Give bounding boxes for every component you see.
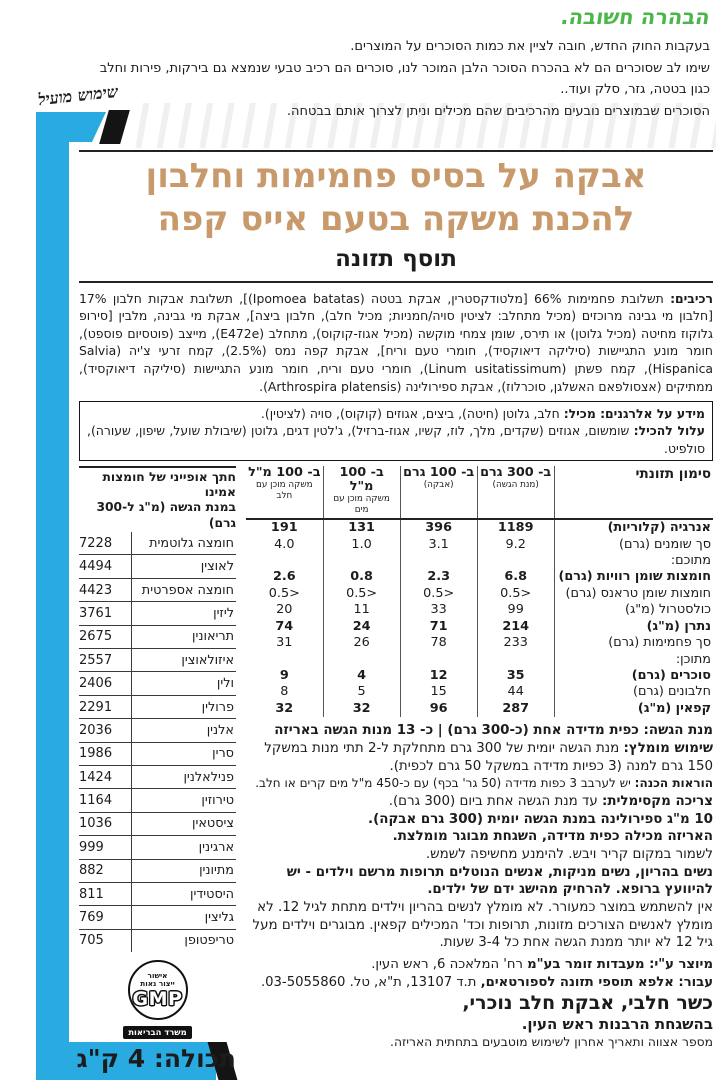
allergen-contains-lead: מידע על אלרגנים: מכיל: bbox=[563, 406, 705, 422]
nutrition-value-100g: 0.5> bbox=[400, 586, 477, 602]
nutrition-value-100g: 12 bbox=[400, 668, 477, 684]
amino-name: ארגינין bbox=[198, 839, 234, 855]
nutrition-row bbox=[246, 519, 713, 536]
amino-row bbox=[79, 860, 236, 883]
frame-left-bar bbox=[36, 112, 69, 1080]
amino-value: 2675 bbox=[79, 626, 132, 648]
nutrition-header-100g: ב- 100 גרם (אבקה) bbox=[400, 466, 477, 520]
usage-note-line bbox=[246, 722, 713, 740]
amino-value: 2036 bbox=[79, 719, 132, 741]
nutrition-value-100ml-milk: 74 bbox=[275, 618, 294, 634]
allergen-may-contain-line bbox=[87, 422, 705, 456]
usage-note-text: לשמור במקום קריר ויבש. להימנע מחשיפה לשמש. bbox=[425, 846, 713, 862]
nutrition-header-label: סימון תזונתי bbox=[554, 466, 713, 520]
nutrition-row-label: כולסטרול (מ"ג) bbox=[554, 602, 713, 618]
amino-name: היסטידין bbox=[189, 886, 234, 902]
amino-name: חומצה אספרטית bbox=[141, 582, 234, 598]
amino-title-line1: חתך אופייני של חומצות אמינו bbox=[102, 469, 236, 499]
lower-columns bbox=[76, 464, 713, 1074]
amino-value: 811 bbox=[79, 883, 132, 905]
amino-value: 769 bbox=[79, 906, 132, 928]
nutrition-row-label: סך פחמימות (גרם) bbox=[554, 635, 713, 651]
nutrition-row-label: חומצות שומן רוויות (גרם) bbox=[554, 569, 713, 585]
gmp-approval-text-2: ייצור נאות bbox=[140, 979, 175, 989]
nutrition-row bbox=[246, 635, 713, 651]
nutrition-row bbox=[246, 701, 713, 717]
nutrition-value-100g: 33 bbox=[400, 602, 477, 618]
usage-note-line bbox=[246, 811, 713, 829]
allergen-box bbox=[79, 401, 713, 460]
usage-note-lead: הוראות הכנה: bbox=[634, 776, 713, 791]
usage-note-lead: האריזה מכילה כפית מדידה, השגחת מבוגר מומלצת. bbox=[392, 829, 713, 845]
nutrition-value-300g: 214 bbox=[477, 619, 554, 635]
nutrition-value-100ml-milk: 0.5> bbox=[268, 585, 300, 601]
usage-note-line bbox=[246, 828, 713, 846]
distributor-lead: עבור: אלפא תוספי תזונה לספורטאים, bbox=[480, 974, 713, 990]
amino-value: 4423 bbox=[79, 579, 132, 601]
usage-note-lead: שימוש מומלץ: bbox=[623, 740, 713, 756]
nutrition-row bbox=[246, 602, 713, 618]
nutrition-value-100g: 2.3 bbox=[400, 569, 477, 585]
nutrition-value-100ml-water: 24 bbox=[323, 619, 400, 635]
amino-value: 1424 bbox=[79, 766, 132, 788]
product-title-line2: להכנת משקה בטעם אייס קפה bbox=[157, 198, 635, 239]
amino-row bbox=[79, 836, 236, 859]
gmp-badge bbox=[79, 960, 236, 1039]
nutrition-value-100ml-milk: 9 bbox=[279, 667, 289, 683]
amino-name: סרין bbox=[212, 746, 234, 762]
amino-row bbox=[79, 719, 236, 742]
usage-note-line bbox=[246, 793, 713, 811]
gmp-letters: GMP bbox=[132, 987, 183, 1010]
nutrition-value-100ml-water: 0.8 bbox=[323, 569, 400, 585]
nutrition-value-300g: 0.5> bbox=[477, 586, 554, 602]
amino-name: איזולאוצין bbox=[181, 652, 234, 668]
nutrition-value-100ml-water: 4 bbox=[323, 668, 400, 684]
amino-acids-table bbox=[79, 466, 236, 952]
amino-row bbox=[79, 555, 236, 578]
nutrition-row bbox=[246, 569, 713, 585]
nutrition-value-300g: 6.8 bbox=[477, 569, 554, 585]
clarification-lines bbox=[0, 36, 710, 122]
amino-name: טריפטופן bbox=[184, 933, 234, 949]
amino-row bbox=[79, 579, 236, 602]
nutrition-value-100ml-milk: 31 bbox=[276, 635, 293, 651]
nutrition-value-100ml-water: 1.0 bbox=[323, 537, 400, 553]
amino-value: 1164 bbox=[79, 789, 132, 811]
amino-value: 2291 bbox=[79, 696, 132, 718]
nutrition-column bbox=[246, 466, 713, 1049]
amino-row bbox=[79, 883, 236, 906]
amino-name: פנילאלנין bbox=[183, 769, 234, 785]
amino-name: ליזין bbox=[213, 605, 234, 621]
divider-rule-top bbox=[79, 150, 713, 152]
product-title-line1: אבקה על בסיס פחמימות וחלבון bbox=[145, 156, 647, 196]
nutrition-row-label: סוכרים (גרם) bbox=[554, 668, 713, 684]
nutrition-value-100ml-water: 26 bbox=[323, 635, 400, 651]
gmp-approval-text-1: אישור bbox=[147, 970, 168, 980]
amino-value: 705 bbox=[79, 930, 132, 952]
clarification-block bbox=[0, 5, 710, 122]
amino-name: ציסטאין bbox=[192, 816, 234, 832]
nutrition-value-100g: 3.1 bbox=[400, 537, 477, 553]
allergen-may-text: שומשום, אגוזים (שקדים, מלך, לוז, קשיו, אגוז-ברזיל), ג'לטין דגים, גלוטן (שיבולת שועל, שיפון, שעורה), סולפיט. bbox=[87, 423, 705, 456]
usage-note-text: יש לערבב 3 כפות מדידה (50 גר' בכף) עם כ-450 מ"ל מים קרים או חלב. bbox=[255, 776, 635, 791]
amino-name: תריאונין bbox=[191, 629, 234, 645]
nutrition-value-100g: 78 bbox=[400, 635, 477, 651]
amino-row bbox=[79, 626, 236, 649]
usage-note-lead: צריכה מקסימלית: bbox=[601, 793, 713, 809]
nutrition-header-100ml-milk: ב- 100 מ"ל משקה מוכן עם חלב bbox=[246, 466, 323, 520]
kosher-line-2: בהשגחת הרבנות ראש העין. bbox=[521, 1015, 713, 1034]
amino-name: גליצין bbox=[204, 910, 234, 926]
allergen-may-lead: עלול להכיל: bbox=[633, 423, 705, 439]
content-column bbox=[76, 150, 713, 1074]
nutrition-value-100ml-water bbox=[323, 652, 400, 668]
made-by-lead: מיוצר ע"י: מעבדות זומר בע"מ bbox=[527, 957, 713, 973]
nutrition-row-label: אנרגיה (קלוריות) bbox=[554, 519, 713, 536]
amino-row bbox=[79, 766, 236, 789]
amino-title-line2: במנת הגשה (מ"ג ל-300 גרם) bbox=[96, 500, 236, 530]
distributor-line bbox=[246, 974, 713, 992]
nutrition-row bbox=[246, 586, 713, 602]
brand-script-logo: שימוש מועיל bbox=[37, 81, 119, 110]
amino-value: 882 bbox=[79, 860, 132, 882]
nutrition-value-100ml-water: 131 bbox=[323, 519, 400, 536]
amino-row bbox=[79, 930, 236, 952]
nutrition-value-100ml-milk: 8 bbox=[280, 684, 289, 700]
nutrition-row-label: חלבונים (גרם) bbox=[554, 684, 713, 700]
amino-table-title bbox=[79, 470, 236, 531]
amino-name: לאוצין bbox=[200, 559, 234, 575]
nutrition-value-100ml-milk: 191 bbox=[270, 520, 298, 536]
amino-value: 2557 bbox=[79, 649, 132, 671]
distributor-text: ת.ד 13107, ת"א, טל. 03-5055860. bbox=[260, 974, 481, 990]
amino-name: פרולין bbox=[201, 699, 234, 715]
nutrition-value-300g bbox=[477, 553, 554, 569]
nutrition-value-100ml-milk: 20 bbox=[276, 602, 293, 618]
amino-rows bbox=[79, 532, 236, 952]
product-subtitle: תוסף תזונה bbox=[335, 245, 457, 272]
gmp-circle-icon bbox=[128, 960, 188, 1020]
amino-name: חומצה גלוטמית bbox=[149, 535, 234, 551]
nutrition-value-100ml-water bbox=[323, 553, 400, 569]
nutrition-value-300g: 9.2 bbox=[477, 537, 554, 553]
usage-note-lead: מנת הגשה: כפית מדידה אחת (כ-300 גרם) | כ- 13 מנות הגשה באריזה bbox=[274, 723, 713, 739]
clarification-text-line: בעקבות החוק החדש, חובה לציין את כמות הסוכרים על המוצרים. bbox=[350, 39, 710, 54]
nutrition-row bbox=[246, 684, 713, 700]
nutrition-value-300g bbox=[477, 652, 554, 668]
amino-row bbox=[79, 672, 236, 695]
amino-row bbox=[79, 532, 236, 555]
usage-note-text: מנת הגשה יומית של 300 גרם מתחלקת ל-2 תתי מנות במשקל 150 גרם למנה (3 כפיות מדידה במשקל 50 גרם לכפית). bbox=[264, 740, 713, 774]
usage-note-line bbox=[246, 899, 713, 952]
amino-row bbox=[79, 602, 236, 625]
nutrition-value-100ml-water: 0.5> bbox=[323, 586, 400, 602]
nutrition-value-300g: 99 bbox=[477, 602, 554, 618]
nutrition-value-300g: 233 bbox=[477, 635, 554, 651]
nutrition-value-100ml-milk bbox=[246, 553, 323, 569]
nutrition-value-100g bbox=[400, 652, 477, 668]
amino-row bbox=[79, 789, 236, 812]
usage-notes bbox=[246, 722, 713, 952]
nutrition-value-100ml-water: 11 bbox=[323, 602, 400, 618]
nutrition-value-300g: 35 bbox=[477, 668, 554, 684]
nutrition-value-100ml-water: 32 bbox=[323, 701, 400, 717]
nutrition-row-label: סך שומנים (גרם) bbox=[554, 537, 713, 553]
amino-row bbox=[79, 906, 236, 929]
nutrition-value-300g: 44 bbox=[477, 684, 554, 700]
amino-value: 1036 bbox=[79, 813, 132, 835]
nutrition-row-label: מתוכם: bbox=[554, 553, 713, 569]
amino-column bbox=[76, 466, 236, 1074]
nutrition-row-label: נתרן (מ"ג) bbox=[554, 619, 713, 635]
allergen-contains-line bbox=[87, 405, 705, 422]
nutrition-row bbox=[246, 553, 713, 569]
nutrition-row-label: חומצות שומן טראנס (גרם) bbox=[554, 586, 713, 602]
nutrition-value-100g: 15 bbox=[400, 684, 477, 700]
nutrition-value-100g: 96 bbox=[400, 701, 477, 717]
usage-note-line bbox=[246, 775, 713, 793]
nutrition-value-100g: 71 bbox=[400, 619, 477, 635]
nutrition-row bbox=[246, 652, 713, 668]
nutrition-row bbox=[246, 668, 713, 684]
product-title bbox=[79, 155, 713, 241]
ingredients-lead: רכיבים: bbox=[670, 290, 713, 306]
amino-name: מתיונין bbox=[199, 863, 234, 879]
nutrition-row bbox=[246, 537, 713, 553]
nutrition-value-100g bbox=[400, 553, 477, 569]
nutrition-value-100ml-water: 5 bbox=[323, 684, 400, 700]
usage-note-line bbox=[246, 740, 713, 775]
amino-name: טירוזין bbox=[201, 793, 234, 809]
nutrition-header-100ml-water: ב- 100 מ"ל משקה מוכן עם מים bbox=[323, 466, 400, 520]
nutrition-value-100ml-milk: 4.0 bbox=[274, 536, 295, 552]
usage-note-text: אין להשתמש במוצר כמעורר. לא מומלץ לנשים בהריון וילדים מתחת לגיל 12. לא מומלץ לאנשים הצורכים מזונות, תרופות וכד' המכילים קפאין. מבוגרים וילדים מעל גיל 12 לא יותר ממנת הגשה אחת כל 3-4 שעות. bbox=[252, 899, 713, 951]
clarification-text-line: כגון בטטה, גזר, סלק ועוד.. bbox=[560, 82, 710, 97]
batch-info-line: מספר אצווה ותאריך אחרון לשימוש מוטבעים בתחתית האריזה. bbox=[390, 1034, 713, 1049]
made-by-text: רח' המלאכה 6, ראש העין. bbox=[371, 957, 528, 973]
nutrition-row-label: קפאין (מ"ג) bbox=[554, 701, 713, 717]
gmp-ministry-banner: משרד הבריאות bbox=[123, 1026, 191, 1039]
ingredients-paragraph bbox=[79, 290, 713, 396]
nutrition-row bbox=[246, 619, 713, 635]
amino-value: 1986 bbox=[79, 743, 132, 765]
nutrition-value-300g: 1189 bbox=[477, 519, 554, 536]
nutrition-header-row bbox=[246, 466, 713, 520]
amino-name: אלנין bbox=[206, 722, 234, 738]
usage-note-line bbox=[246, 864, 713, 899]
usage-note-text: עד מנת הגשה אחת ביום (300 גרם). bbox=[388, 793, 602, 809]
nutrition-header-300g: ב- 300 גרם (מנת הגשה) bbox=[477, 466, 554, 520]
clarification-text-line: הסוכרים שבמוצרים נובעים מהרכיבים שהם מכילים וניתן לצרוך אותם בבטחה. bbox=[286, 103, 710, 119]
made-by-line bbox=[246, 956, 713, 974]
usage-note-line bbox=[246, 846, 713, 864]
allergen-contains-text: חלב, גלוטן (חיטה), ביצים, אגוזים (קוקוס), סויה (לציטין). bbox=[260, 406, 564, 422]
nutrition-value-300g: 287 bbox=[477, 701, 554, 717]
nutrition-table bbox=[246, 466, 713, 718]
clarification-text-line: שימו לב שסוכרים הם לא בהכרח הסוכר הלבן המוכר לנו, סוכרים הם רכיב טבעי שנמצא גם בירקות, פירות וחלב bbox=[99, 60, 710, 76]
nutrition-value-100ml-milk: 2.6 bbox=[272, 569, 296, 585]
ingredients-text: תשלובת פחמימות 66% [מלטודקסטרין, אבקת בטטה (Ipomoea batatas)], תשלובת אבקות חלבון 17% [חלבון מי גבינה מרוכזים (מכיל מתחלב: לציטין סויה/חמניות; מכיל חלב), חלבון ביצה], אבקת מי גבינה, מלבין [סירופ גלוקוז מחיטה (מכיל גלוטן) או תירס, שומן צמחי מוקשה (מכיל אגוז-קוקוס), מתחלב (E472e), מייצב (פוטסיום פוספט), חומר מונע התגיישות (סיליקה דיאוקסיד), חומרי טעם וריח], אבקת קפה נמס (2.5%), קמח זרעי צ'יה (Salvia Hispanica), קמח פשתן (Linum usitatissimum), חומרי טעם וריח, חומר מונע התגיישות (סיליקה דיאוקסיד), ממתיקים (אצסולפאם האשלגן, סוכרלוז), אבקת ספירולינה (Arthrospira platensis). bbox=[79, 290, 713, 394]
amino-value: 4494 bbox=[79, 555, 132, 577]
manufacturer-block bbox=[246, 956, 713, 1049]
clarification-heading: הבהרה חשובה. bbox=[559, 5, 712, 29]
amino-row bbox=[79, 696, 236, 719]
usage-note-lead: נשים בהריון, נשים מניקות, אנשים הנוטלים תרופות מרשם וילדים - יש להיוועץ ברופא. להרחיק מהישג ידם של ילדים. bbox=[286, 864, 713, 898]
amino-name: ולין bbox=[216, 676, 234, 692]
usage-note-lead: 10 מ"ג ספירולינה במנת הגשה יומית (300 גרם אבקה). bbox=[368, 811, 713, 827]
nutrition-value-100ml-milk bbox=[246, 652, 323, 668]
amino-value: 999 bbox=[79, 836, 132, 858]
kosher-line-1: כשר חלבי, אבקת חלב נוכרי, bbox=[462, 991, 713, 1014]
amino-value: 3761 bbox=[79, 602, 132, 624]
nutrition-value-100ml-milk: 32 bbox=[275, 700, 294, 716]
divider-rule-bottom bbox=[79, 281, 713, 283]
amino-row bbox=[79, 743, 236, 766]
amino-value: 7228 bbox=[79, 532, 132, 554]
contents-weight: תכולה: 4 ק"ג bbox=[76, 1044, 236, 1074]
nutrition-value-100g: 396 bbox=[400, 519, 477, 536]
amino-row bbox=[79, 813, 236, 836]
amino-value: 2406 bbox=[79, 672, 132, 694]
nutrition-row-label: מתוכן: bbox=[554, 652, 713, 668]
amino-row bbox=[79, 649, 236, 672]
